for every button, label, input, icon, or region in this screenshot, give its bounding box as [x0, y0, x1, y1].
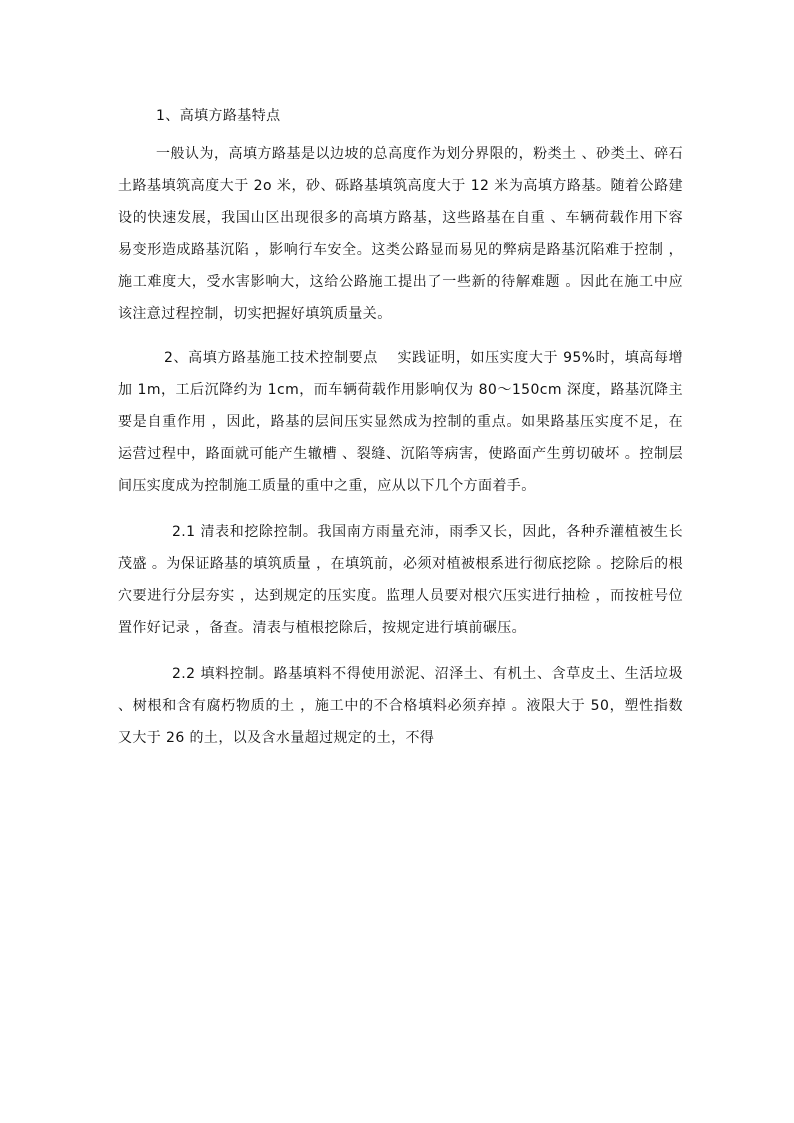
paragraph-section-2-2: 2.2 填料控制。路基填料不得使用淤泥、沼泽土、有机土、含草皮土、生活垃圾 、树根和含有腐朽物质的土 ，施工中的不合格填料必须弃掉 。液限大于 50，塑性指数又大于 26 的土，以及含水量超过规定的土，不得 — [118, 666, 683, 746]
paragraph-section-2: 2、高填方路基施工技术控制要点 实践证明，如压实度大于 95%时，填高每增加 1m，工后沉降约为 1cm，而车辆荷载作用影响仅为 80～150cm 深度，路基沉降主要是自重作用 ，因此，路基的层间压实显然成为控制的重点。如果路基压实度不足，在运营过程中，路面就可能产生辙槽 、裂缝、沉陷等病害，使路面产生剪切破坏 。控制层间压实度成为控制施工质量的重中之重，应从以下几个方面着手。 — [118, 350, 683, 494]
paragraph-intro: 一般认为，高填方路基是以边坡的总高度作为划分界限的，粉类土 、砂类土、碎石土路基填筑高度大于 2o 米，砂、砾路基填筑高度大于 12 米为高填方路基。随着公路建设的快速发展，我国山区出现很多的高填方路基，这些路基在自重 、车辆荷载作用下容易变形造成路基沉陷 ，影响行车安全。这类公路显而易见的弊病是路基沉陷难于控制 ，施工难度大，受水害影响大，这给公路施工提出了一些新的待解难题 。因此在施工中应该注意过程控制，切实把握好填筑质量关。 — [118, 146, 683, 322]
section-heading-1: 1、高填方路基特点 — [156, 108, 281, 124]
document-body — [118, 100, 683, 754]
paragraph-section-2-1: 2.1 清表和挖除控制。我国南方雨量充沛，雨季又长，因此，各种乔灌植被生长茂盛 。为保证路基的填筑质量 ，在填筑前，必须对植被根系进行彻底挖除 。挖除后的根穴要进行分层夯实 ，达到规定的压实度。监理人员要对根穴压实进行抽检 ，而按桩号位置作好记录 ，备查。清表与植根挖除后，按规定进行填前碾压。 — [118, 524, 683, 636]
